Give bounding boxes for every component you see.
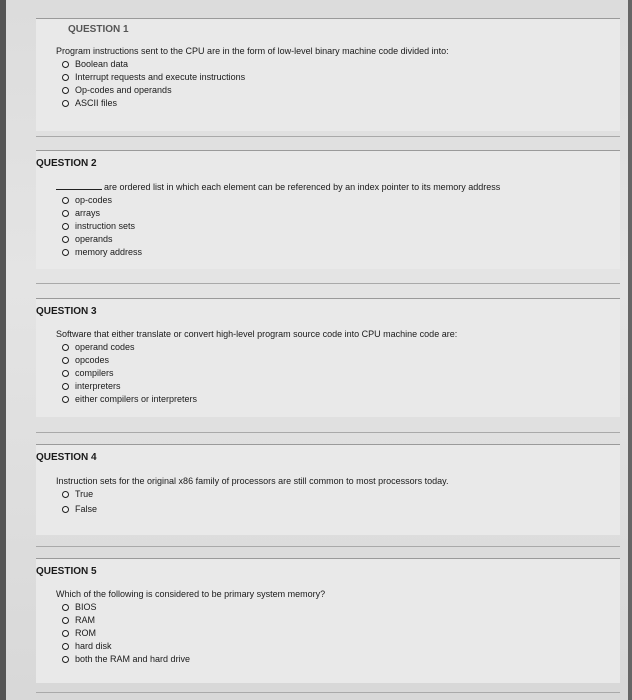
q5-option-1-label: BIOS	[75, 602, 97, 612]
radio-icon[interactable]	[62, 210, 69, 217]
q2-option-4[interactable]	[62, 234, 113, 244]
question-5-text: Which of the following is considered to be primary system memory?	[56, 589, 326, 599]
q5-option-5[interactable]	[62, 654, 190, 664]
question-4-text: Instruction sets for the original x86 family of processors are still common to most processors today.	[56, 476, 449, 486]
radio-icon[interactable]	[62, 656, 69, 663]
q2-option-1[interactable]	[62, 195, 112, 205]
q2-option-3[interactable]	[62, 221, 135, 231]
q2-option-4-label: operands	[75, 234, 113, 244]
radio-icon[interactable]	[62, 87, 69, 94]
q2-option-1-label: op-codes	[75, 195, 113, 205]
q3-option-1[interactable]	[62, 342, 135, 352]
q5-option-2-label: RAM	[75, 615, 95, 625]
q4-option-1[interactable]	[62, 489, 93, 499]
q4-option-2-label: False	[75, 504, 98, 514]
q1-option-3[interactable]	[62, 85, 172, 95]
question-3-text: Software that either translate or convert high-level program source code into CPU machine code are:	[56, 329, 458, 339]
radio-icon[interactable]	[62, 61, 69, 68]
q5-option-4[interactable]	[62, 641, 112, 651]
radio-icon[interactable]	[62, 617, 69, 624]
radio-icon[interactable]	[62, 249, 69, 256]
radio-icon[interactable]	[62, 491, 69, 498]
question-1-heading: QUESTION 1	[68, 24, 129, 35]
q3-option-2[interactable]	[62, 355, 109, 365]
q2-option-3-label: instruction sets	[75, 221, 136, 231]
divider	[36, 692, 620, 693]
radio-icon[interactable]	[62, 396, 69, 403]
q5-option-2[interactable]	[62, 615, 95, 625]
q1-option-3-label: Op-codes and operands	[75, 85, 172, 95]
q1-option-4-label: ASCII files	[75, 98, 118, 108]
q3-option-4-label: interpreters	[75, 381, 121, 391]
radio-icon[interactable]	[62, 197, 69, 204]
radio-icon[interactable]	[62, 344, 69, 351]
q3-option-2-label: opcodes	[75, 355, 110, 365]
question-3-heading: QUESTION 3	[36, 306, 97, 317]
question-2-heading: QUESTION 2	[36, 158, 97, 169]
q2-option-5[interactable]	[62, 247, 142, 257]
q3-option-1-label: operand codes	[75, 342, 135, 352]
fill-in-blank	[56, 189, 102, 190]
q3-option-5-label: either compilers or interpreters	[75, 394, 198, 404]
q3-option-5[interactable]	[62, 394, 197, 404]
question-2-text-body: are ordered list in which each element can be referenced by an index pointer to its memory address	[104, 182, 501, 192]
q3-option-3[interactable]	[62, 368, 114, 378]
radio-icon[interactable]	[62, 506, 69, 513]
question-2-text	[56, 182, 500, 192]
radio-icon[interactable]	[62, 604, 69, 611]
radio-icon[interactable]	[62, 383, 69, 390]
q1-option-1[interactable]	[62, 59, 128, 69]
question-4-panel	[36, 444, 620, 535]
q1-option-4[interactable]	[62, 98, 117, 108]
q1-option-2[interactable]	[62, 72, 245, 82]
divider	[36, 546, 620, 547]
q3-option-4[interactable]	[62, 381, 121, 391]
radio-icon[interactable]	[62, 236, 69, 243]
radio-icon[interactable]	[62, 630, 69, 637]
divider	[36, 432, 620, 433]
radio-icon[interactable]	[62, 100, 69, 107]
divider	[36, 136, 620, 137]
question-4-heading: QUESTION 4	[36, 452, 97, 463]
divider	[36, 283, 620, 284]
q2-option-2-label: arrays	[75, 208, 101, 218]
q1-option-1-label: Boolean data	[75, 59, 129, 69]
question-5-panel	[36, 558, 620, 683]
q4-option-1-label: True	[75, 489, 94, 499]
q5-option-3[interactable]	[62, 628, 96, 638]
q2-option-5-label: memory address	[75, 247, 143, 257]
q5-option-5-label: both the RAM and hard drive	[75, 654, 191, 664]
question-5-heading: QUESTION 5	[36, 566, 97, 577]
q4-option-2[interactable]	[62, 504, 97, 514]
radio-icon[interactable]	[62, 74, 69, 81]
q5-option-1[interactable]	[62, 602, 97, 612]
q2-option-2[interactable]	[62, 208, 100, 218]
q3-option-3-label: compilers	[75, 368, 114, 378]
question-1-text: Program instructions sent to the CPU are in the form of low-level binary machine code divided into:	[56, 46, 449, 56]
radio-icon[interactable]	[62, 223, 69, 230]
q5-option-4-label: hard disk	[75, 641, 112, 651]
q5-option-3-label: ROM	[75, 628, 96, 638]
radio-icon[interactable]	[62, 370, 69, 377]
radio-icon[interactable]	[62, 357, 69, 364]
radio-icon[interactable]	[62, 643, 69, 650]
q1-option-2-label: Interrupt requests and execute instructions	[75, 72, 246, 82]
